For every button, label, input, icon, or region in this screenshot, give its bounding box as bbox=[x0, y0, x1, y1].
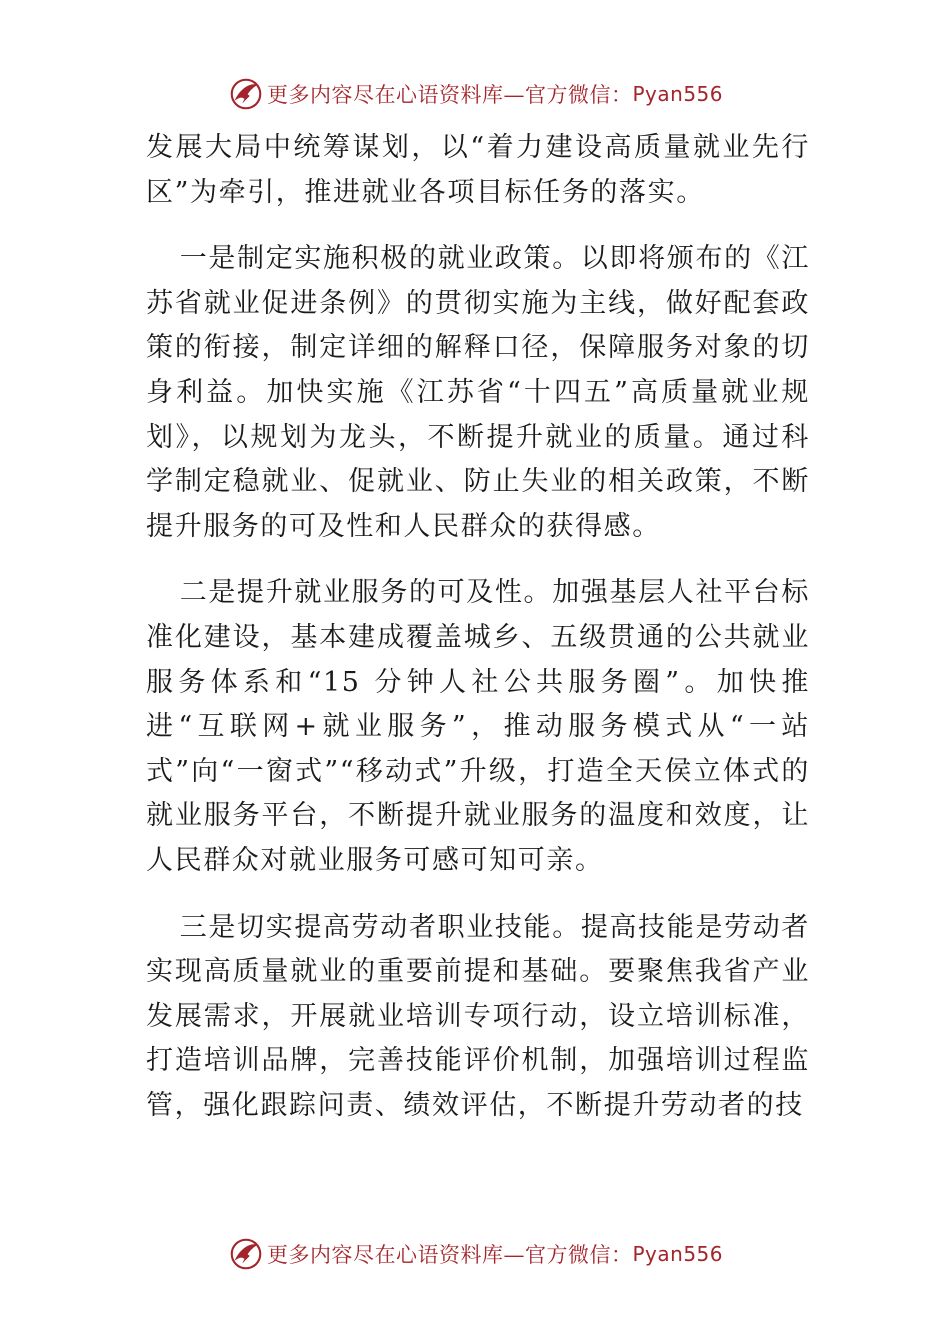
paragraph-vocational-skills: 三是切实提高劳动者职业技能。提高技能是劳动者实现高质量就业的重要前提和基础。要聚焦我省产业发展需求，开展就业培训专项行动，设立培训标准，打造培训品牌，完善技能评价机制，加强培训过程监管，强化跟踪问责、绩效评估，不断提升劳动者的技 bbox=[146, 911, 810, 1121]
paragraph-continuation: 发展大局中统筹谋划，以“着力建设高质量就业先行区”为牵引，推进就业各项目标任务的落实。 bbox=[146, 132, 810, 208]
header-watermark-banner bbox=[0, 72, 950, 116]
footer-banner-text: 更多内容尽在心语资料库—官方微信： bbox=[266, 1243, 633, 1267]
brand-logo-icon bbox=[227, 75, 265, 113]
paragraph-employment-service: 二是提升就业服务的可及性。加强基层人社平台标准化建设，基本建成覆盖城乡、五级贯通的公共就业服务体系和“15 分钟人社公共服务圈”。加快推进“互联网+就业服务”，推动服务模式从“一站式”向“一窗式”“移动式”升级，打造全天侯立体式的就业服务平台，不断提升就业服务的温度和效度，让人民群众对就业服务可感可知可亲。 bbox=[146, 577, 810, 876]
footer-banner-contact: Pyan556 bbox=[632, 1242, 723, 1266]
header-banner-contact: Pyan556 bbox=[632, 82, 723, 106]
document-body bbox=[146, 126, 810, 1128]
brand-logo-icon bbox=[227, 1235, 265, 1273]
paragraph-employment-policy: 一是制定实施积极的就业政策。以即将颁布的《江苏省就业促进条例》的贯彻实施为主线，做好配套政策的衔接，制定详细的解释口径，保障服务对象的切身利益。加快实施《江苏省“十四五”高质量就业规划》，以规划为龙头，不断提升就业的质量。通过科学制定稳就业、促就业、防止失业的相关政策，不断提升服务的可及性和人民群众的获得感。 bbox=[146, 243, 810, 542]
header-banner-text: 更多内容尽在心语资料库—官方微信： bbox=[266, 83, 633, 107]
footer-watermark-banner bbox=[0, 1232, 950, 1276]
